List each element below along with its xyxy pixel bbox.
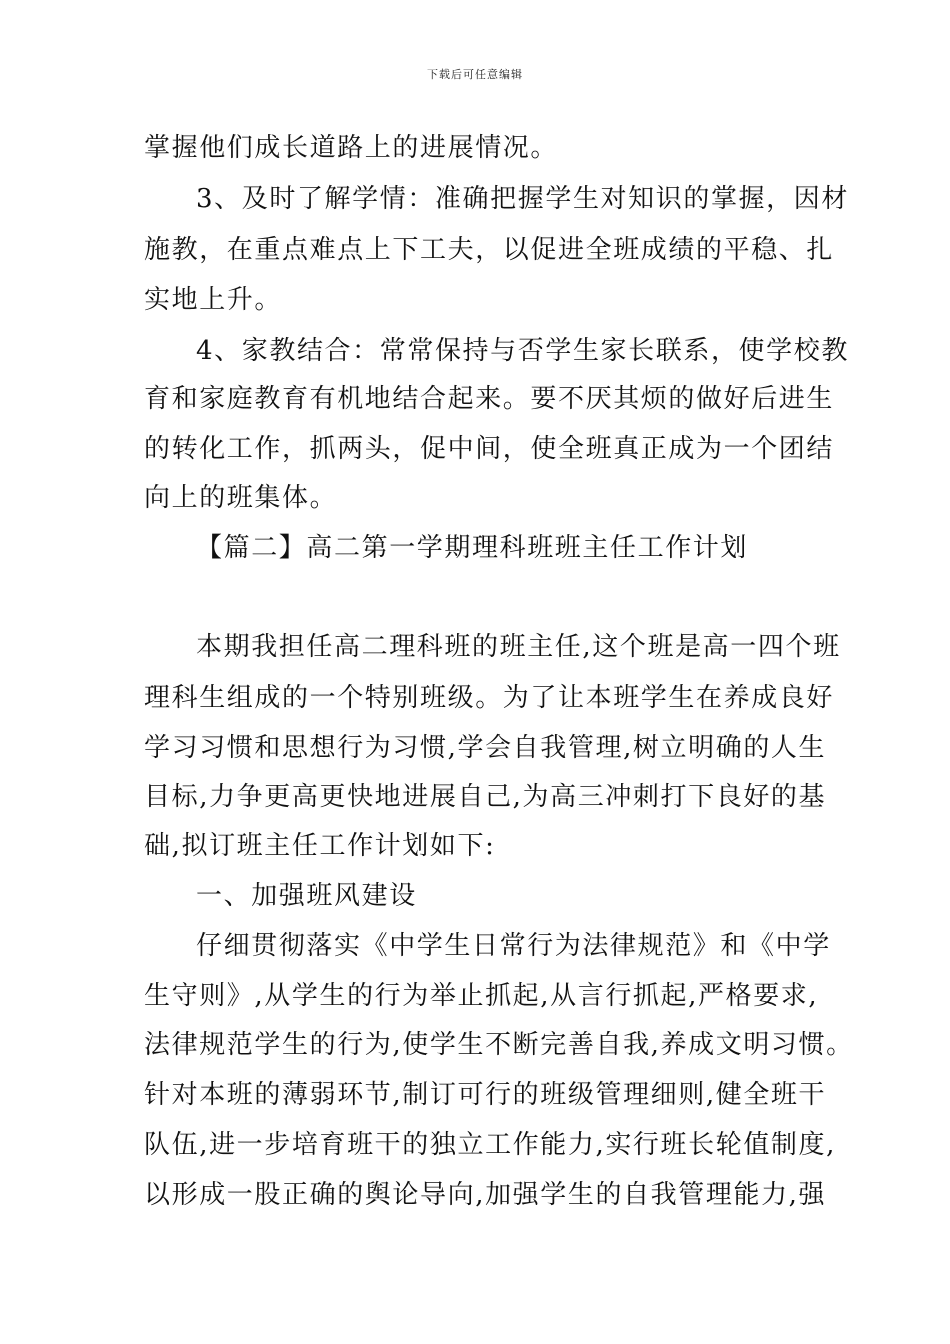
text-line: 掌握他们成长道路上的进展情况。: [144, 133, 559, 163]
text-line: 本期我担任高二理科班的班主任,这个班是高一四个班: [196, 632, 841, 662]
text-line: 针对本班的薄弱环节,制订可行的班级管理细则,健全班干: [144, 1080, 827, 1110]
page-header-note: 下载后可任意编辑: [427, 68, 523, 81]
text-line: 4、家教结合：常常保持与否学生家长联系，使学校教: [196, 336, 849, 366]
text-line: 队伍,进一步培育班干的独立工作能力,实行班长轮值制度,: [144, 1130, 836, 1160]
text-line: 的转化工作，抓两头，促中间，使全班真正成为一个团结: [144, 434, 835, 464]
text-line: 法律规范学生的行为,使学生不断完善自我,养成文明习惯。: [144, 1030, 854, 1060]
text-line: 学习习惯和思想行为习惯,学会自我管理,树立明确的人生: [144, 733, 827, 763]
text-line: 实地上升。: [144, 285, 283, 315]
text-line: 以形成一股正确的舆论导向,加强学生的自我管理能力,强: [144, 1180, 827, 1210]
text-line: 目标,力争更高更快地进展自己,为高三冲刺打下良好的基: [144, 782, 827, 812]
text-line: 育和家庭教育有机地结合起来。要不厌其烦的做好后进生: [144, 384, 835, 414]
text-line: 础,拟订班主任工作计划如下:: [144, 831, 496, 861]
section-heading: 【篇二】高二第一学期理科班班主任工作计划: [196, 533, 749, 563]
text-line: 理科生组成的一个特别班级。为了让本班学生在养成良好: [144, 683, 835, 713]
text-line: 仔细贯彻落实《中学生日常行为法律规范》和《中学: [196, 931, 831, 961]
text-line: 向上的班集体。: [144, 483, 338, 513]
subsection-heading: 一、加强班风建设: [196, 881, 417, 911]
text-line: 生守则》,从学生的行为举止抓起,从言行抓起,严格要求,: [144, 981, 819, 1011]
text-line: 3、及时了解学情：准确把握学生对知识的掌握，因材: [196, 184, 849, 214]
text-line: 施教，在重点难点上下工夫，以促进全班成绩的平稳、扎: [144, 235, 835, 265]
